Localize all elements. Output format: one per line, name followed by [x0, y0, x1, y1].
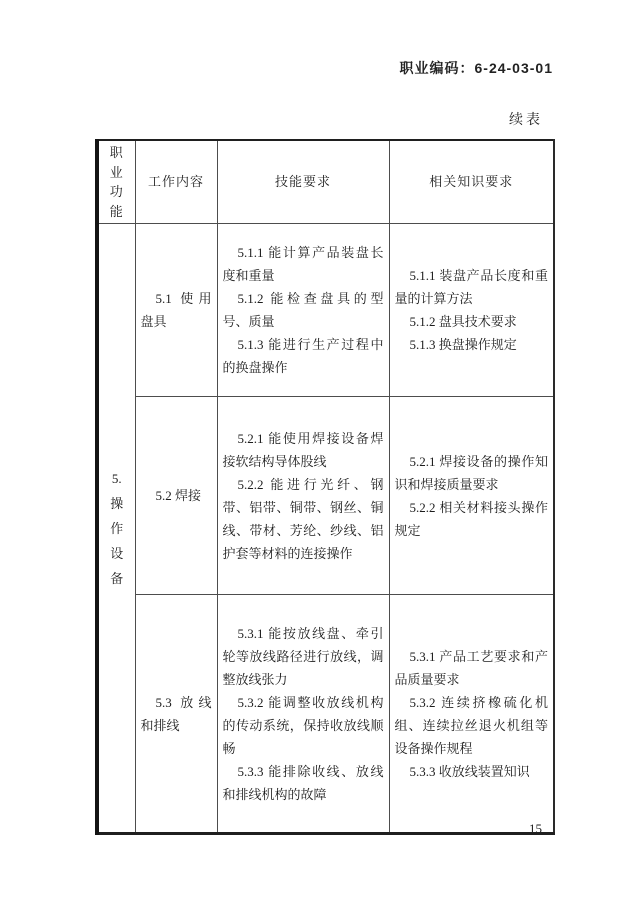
function-label-part: 操	[110, 495, 124, 511]
skills-cell	[217, 595, 389, 834]
knowledge-item: 5.3.3 收放线装置知识	[409, 763, 530, 779]
skills-cell	[217, 224, 389, 397]
table-row	[97, 595, 554, 834]
skill-item: 5.3.3 能排除收线、放线和排线机构的故障	[222, 763, 384, 802]
task-label: 5.1 使用盘具	[140, 291, 212, 329]
table-header-row	[97, 140, 554, 224]
knowledge-cell	[389, 224, 554, 397]
function-cell	[97, 224, 135, 834]
function-label-part: 设	[110, 545, 124, 561]
knowledge-item: 5.1.3 换盘操作规定	[409, 337, 517, 352]
requirements-table	[95, 139, 555, 835]
task-label: 5.2 焊接	[155, 488, 201, 503]
knowledge-item: 5.2.1 焊接设备的操作知识和焊接质量要求	[394, 453, 548, 492]
skills-cell	[217, 397, 389, 595]
skill-item: 5.2.2 能进行光纤、钢带、铝带、铜带、钢丝、铜线、带材、芳纶、纱线、铝护套等材料的连接操作	[222, 476, 384, 561]
knowledge-item: 5.1.2 盘具技术要求	[409, 314, 517, 329]
table-row	[97, 397, 554, 595]
column-header-skills: 技能要求	[217, 140, 389, 224]
skill-item: 5.2.1 能使用焊接设备焊接软结构导体股线	[222, 430, 384, 469]
function-label	[104, 466, 130, 591]
skill-item: 5.3.2 能调整收放线机构的传动系统，保持收放线顺畅	[222, 694, 384, 756]
task-label: 5.3 放线和排线	[140, 694, 212, 733]
skill-item: 5.1.3 能进行生产过程中的换盘操作	[222, 337, 384, 375]
skill-item: 5.1.2 能检查盘具的型号、质量	[222, 291, 384, 329]
table-row	[97, 224, 554, 397]
column-header-function: 职业功能	[97, 140, 135, 224]
task-cell	[135, 397, 217, 595]
task-cell	[135, 224, 217, 397]
function-label-part: 备	[110, 570, 124, 586]
continued-table-label: 续表	[509, 113, 543, 128]
skill-item: 5.3.1 能按放线盘、牵引轮等放线路径进行放线，调整放线张力	[222, 625, 384, 687]
column-header-task: 工作内容	[135, 140, 217, 224]
task-cell	[135, 595, 217, 834]
function-label-part: 作	[110, 520, 124, 536]
knowledge-item: 5.3.2 连续挤橡硫化机组、连续拉丝退火机组等设备操作规程	[394, 694, 548, 756]
page-number: 15	[529, 821, 542, 836]
knowledge-item: 5.1.1 装盘产品长度和重量的计算方法	[394, 268, 548, 306]
skill-item: 5.1.1 能计算产品装盘长度和重量	[222, 245, 384, 283]
function-label-part: 5.	[111, 470, 122, 486]
knowledge-item: 5.3.1 产品工艺要求和产品质量要求	[394, 648, 548, 687]
knowledge-cell	[389, 397, 554, 595]
knowledge-item: 5.2.2 相关材料接头操作规定	[394, 499, 548, 538]
knowledge-cell	[389, 595, 554, 834]
occupation-code-header: 职业编码：6-24-03-01	[399, 60, 553, 76]
column-header-knowledge: 相关知识要求	[389, 140, 554, 224]
